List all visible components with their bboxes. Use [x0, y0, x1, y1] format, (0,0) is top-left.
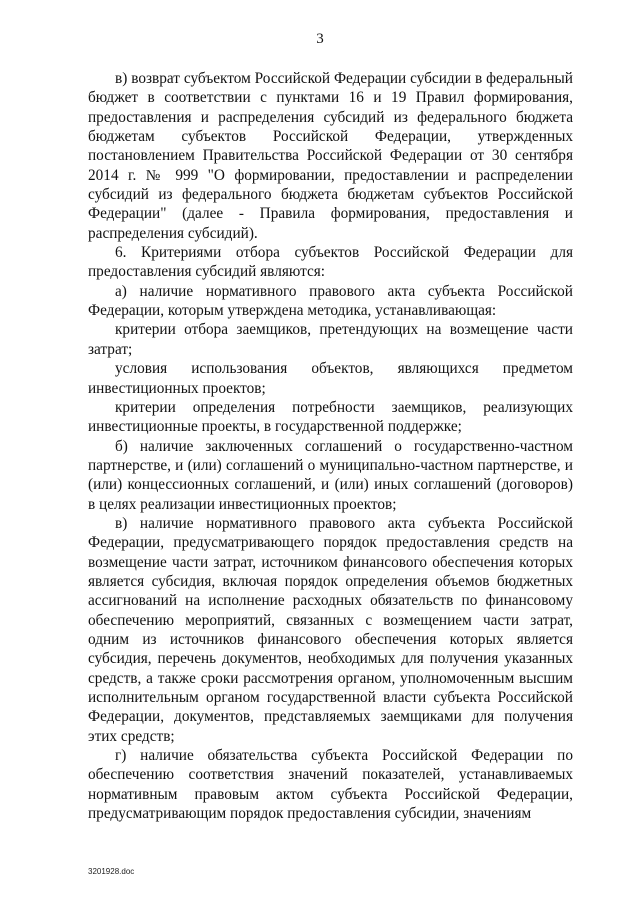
page-number: 3: [316, 31, 324, 47]
paragraph-criterion-g: г) наличие обязательства субъекта Российской Федерации по обеспечению соответствия значений показателей, устанавливаемых нормативным правовым актом субъекта Российской Федерации, предусматривающим порядок предоставления субсидии, значениям: [88, 747, 573, 823]
paragraph-usage-conditions: условия использования объектов, являющихся предметом инвестиционных проектов;: [88, 360, 573, 397]
paragraph-criterion-b: б) наличие заключенных соглашений о государственно-частном партнерстве, и (или) соглашений о муниципально-частном партнерстве, и (или) концессионных соглашений, и (или) иных соглашений (договоров) в целях реализации инвестиционных проектов;: [88, 437, 573, 513]
paragraph-criterion-v: в) наличие нормативного правового акта субъекта Российской Федерации, предусматривающего порядок предоставления средств на возмещение части затрат, источником финансового обеспечения которых является субсидия, включая порядок определения объемов бюджетных ассигнований на исполнение расходных обязательств по финансовому обеспечению мероприятий, связанных с возмещением части затрат, одним из источников финансового обеспечения которых является субсидия, перечень документов, необходимых для получения указанных средств, а также сроки рассмотрения органом, уполномоченным высшим исполнительным органом государственной власти субъекта Российской Федерации, документов, представляемых заемщиками для получения этих средств;: [88, 514, 573, 745]
paragraph-criterion-a: а) наличие нормативного правового акта субъекта Российской Федерации, которым утверждена методика, устанавливающая:: [88, 282, 573, 320]
footer-filename: 3201928.doc: [88, 867, 135, 876]
paragraph-return-subsidy: в) возврат субъектом Российской Федерации субсидии в федеральный бюджет в соответствии с пунктами 16 и 19 Правил формирования, предоставления и распределения субсидий из федерального бюджета бюджетам субъектов Российской Федерации, утвержденных постановлением Правительства Российской Федерации от 30 сентября 2014 г. № 999 "О формировании, предоставлении и распределении субсидий из федерального бюджета бюджетам субъектов Российской Федерации" (далее - Правила формирования, предоставления и распределения субсидий).: [88, 70, 573, 242]
paragraph-selection-criteria: 6. Критериями отбора субъектов Российской Федерации для предоставления субсидий являются:: [88, 244, 573, 281]
paragraph-need-criteria: критерии определения потребности заемщиков, реализующих инвестиционные проекты, в государственной поддержке;: [88, 398, 573, 436]
document-body: [88, 69, 573, 823]
paragraph-borrower-selection: критерии отбора заемщиков, претендующих на возмещение части затрат;: [88, 321, 573, 358]
